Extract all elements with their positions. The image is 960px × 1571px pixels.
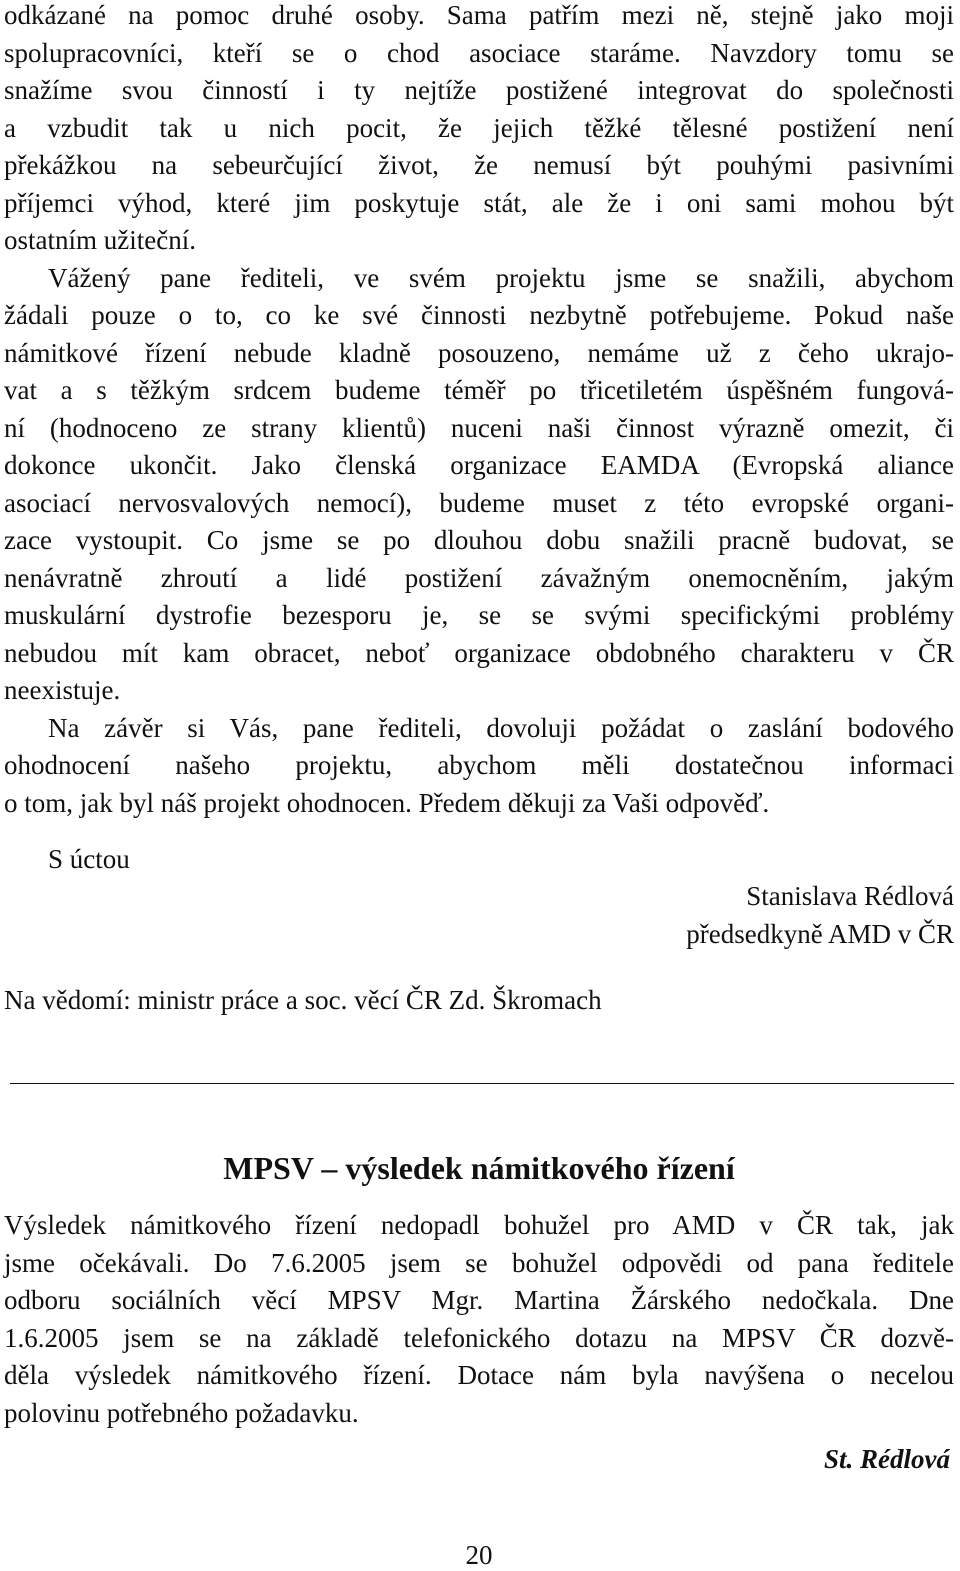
letter-line: ní (hodnoceno ze strany klientů) nuceni naši činnost výrazně omezit, či	[4, 413, 954, 443]
section-line: polovinu potřebného požadavku.	[4, 1398, 359, 1428]
letter-line: nenávratně zhroutí a lidé postižení závažným onemocněním, jakým	[4, 563, 954, 593]
letter-line: neexistuje.	[4, 675, 121, 705]
letter-line: vat a s těžkým srdcem budeme téměř po třicetiletém úspěšném fungová-	[4, 375, 954, 405]
letter-line: žádali pouze o to, co ke své činnosti nezbytně potřebujeme. Pokud naše	[4, 300, 954, 330]
letter-line: Vážený pane řediteli, ve svém projektu jsme se snažili, abychom	[48, 263, 954, 293]
letter-line: a vzbudit tak u nich pocit, že jejich těžké tělesné postižení není	[4, 113, 954, 143]
letter-line: překážkou na sebeurčující život, že nemusí být pouhými pasivními	[4, 150, 954, 180]
letter-line: asociací nervosvalových nemocí), budeme muset z této evropské organi-	[4, 488, 954, 518]
letter-line: ostatním užiteční.	[4, 225, 196, 255]
letter-line: o tom, jak byl náš projekt ohodnocen. Předem děkuji za Vaši odpověď.	[4, 788, 770, 818]
section-line: Výsledek námitkového řízení nedopadl bohužel pro AMD v ČR tak, jak	[4, 1210, 954, 1240]
letter-line: Na závěr si Vás, pane řediteli, dovoluji požádat o zaslání bodového	[48, 713, 954, 743]
cc-line: Na vědomí: ministr práce a soc. věcí ČR Zd. Škromach	[4, 985, 602, 1015]
signer-name: Stanislava Rédlová	[746, 881, 954, 911]
section-line: 1.6.2005 jsem se na základě telefonického dotazu na MPSV ČR dozvě-	[4, 1323, 954, 1353]
section-signature: St. Rédlová	[824, 1444, 950, 1474]
letter-line: zace vystoupit. Co jsme se po dlouhou dobu snažili pracně budovat, se	[4, 525, 954, 555]
letter-line: spolupracovníci, kteří se o chod asociace staráme. Navzdory tomu se	[4, 38, 954, 68]
section-line: odboru sociálních věcí MPSV Mgr. Martina Žárského nedočkala. Dne	[4, 1285, 954, 1315]
closing: S úctou	[48, 844, 130, 874]
letter-line: nebudou mít kam obracet, neboť organizace obdobného charakteru v ČR	[4, 638, 954, 668]
section-line: jsme očekávali. Do 7.6.2005 jsem se bohužel odpovědi od pana ředitele	[4, 1248, 954, 1278]
letter-line: snažíme svou činností i ty nejtíže postižené integrovat do společnosti	[4, 75, 954, 105]
divider	[10, 1083, 954, 1084]
letter-line: odkázané na pomoc druhé osoby. Sama patřím mezi ně, stejně jako moji	[4, 0, 954, 30]
signer-title: předsedkyně AMD v ČR	[686, 919, 954, 949]
section-title: MPSV – výsledek námitkového řízení	[223, 1150, 735, 1186]
section-line: děla výsledek námitkového řízení. Dotace nám byla navýšena o necelou	[4, 1360, 954, 1390]
letter-line: námitkové řízení nebude kladně posouzeno, nemáme už z čeho ukrajo-	[4, 338, 954, 368]
page-number: 20	[465, 1540, 493, 1570]
letter-line: muskulární dystrofie bezesporu je, se se svými specifickými problémy	[4, 600, 954, 630]
letter-line: dokonce ukončit. Jako členská organizace EAMDA (Evropská aliance	[4, 450, 954, 480]
letter-line: ohodnocení našeho projektu, abychom měli dostatečnou informaci	[4, 750, 954, 780]
letter-line: příjemci výhod, které jim poskytuje stát, ale že i oni sami mohou být	[4, 188, 954, 218]
